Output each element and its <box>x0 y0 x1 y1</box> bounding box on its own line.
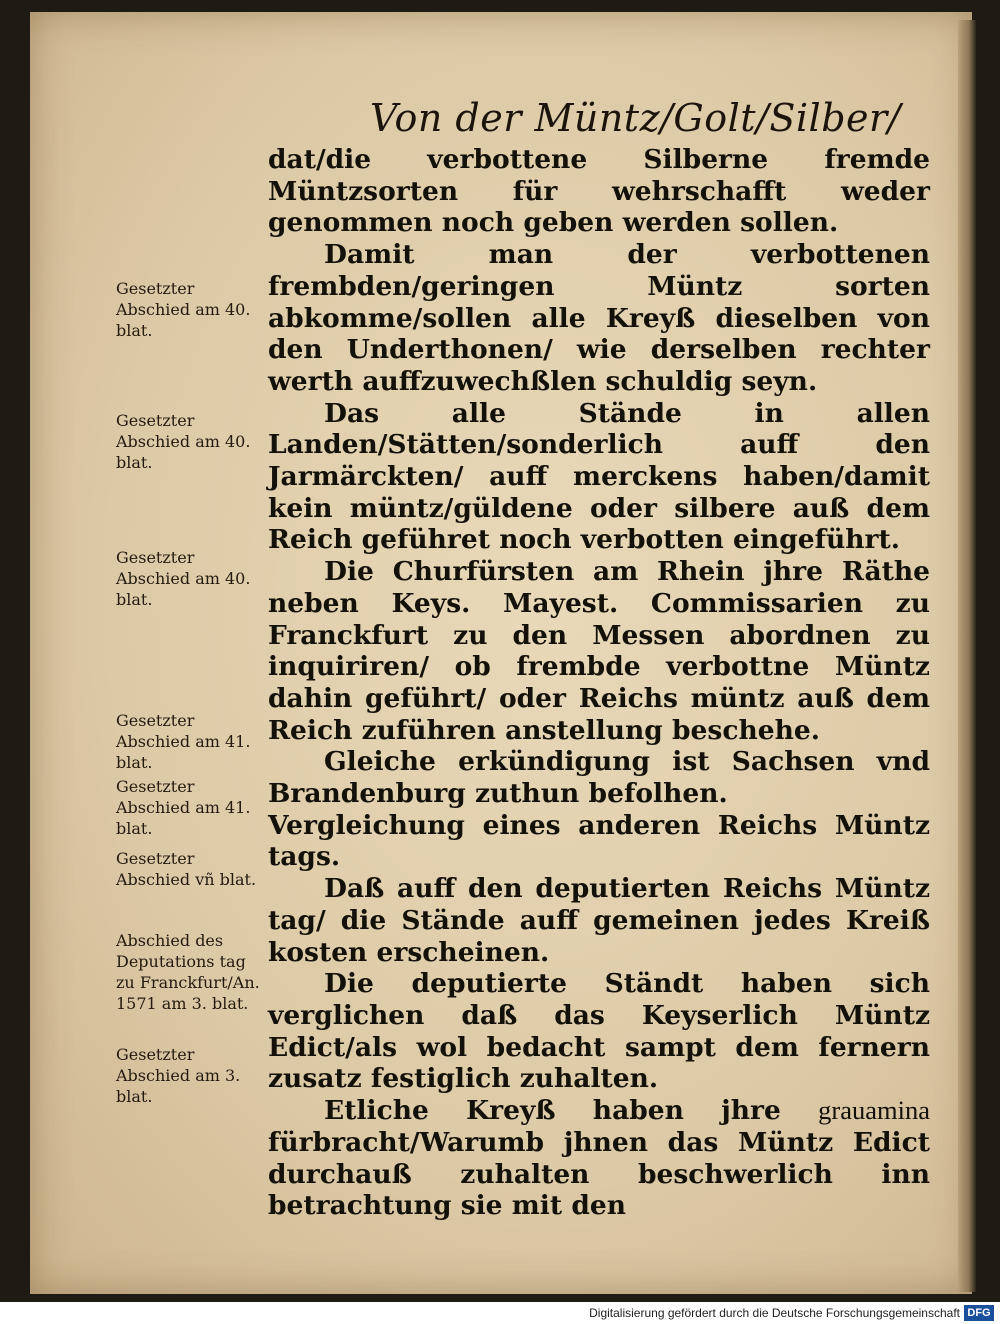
paragraph: Das alle Stände in allen Landen/Stätten/sonderlich auff den Jarmärckten/ auff merckens haben/damit kein müntz/güldene oder silbere auß dem Reich geführet noch verbotten eingeführt. <box>268 397 930 556</box>
margin-note: Gesetzter Abschied am 40. blat. <box>116 411 251 472</box>
paragraph-text: fürbracht/Warumb jhnen das Müntz Edict durchauß zuhalten beschwerlich inn betrachtung sie mit den <box>268 1126 930 1222</box>
margin-note: Gesetzter Abschied am 41. blat. <box>116 777 251 838</box>
funding-credit: Digitalisierung gefördert durch die Deutsche Forschungsgemeinschaft <box>589 1306 960 1320</box>
paragraph: Die Churfürsten am Rhein jhre Räthe neben Keys. Mayest. Commissarien zu Franckfurt zu den Messen abordnen zu inquiriren/ ob frembde verbottne Müntz dahin geführt/ oder Reichs müntz auß dem Reich zuführen anstellung beschehe. <box>268 556 930 746</box>
paragraph: Daß auff den deputierten Reichs Müntz tag/ die Stände auff gemeinen jedes Kreiß kosten erscheinen. <box>268 873 930 968</box>
paragraph: dat/die verbottene Silberne fremde Müntzsorten für wehrschafft weder genommen noch geben werden sollen. <box>268 144 930 239</box>
margin-note: Gesetzter Abschied vñ blat. <box>116 849 257 889</box>
paragraph <box>268 1095 930 1222</box>
footer-bar <box>0 1302 1000 1324</box>
paragraph-text: Etliche Kreyß haben jhre <box>324 1095 819 1127</box>
margin-note: Gesetzter Abschied am 40. blat. <box>116 548 251 609</box>
page-edge <box>958 20 976 1292</box>
margin-note: Gesetzter Abschied am 3. blat. <box>116 1045 241 1106</box>
paragraph: Vergleichung eines anderen Reichs Müntz tags. <box>268 809 930 873</box>
dfg-logo: DFG <box>964 1305 994 1321</box>
margin-note: Gesetzter Abschied am 40. blat. <box>116 279 251 340</box>
main-text-block <box>268 144 930 1222</box>
running-header: Von der Müntz/Golt/Silber/ <box>370 96 901 140</box>
paragraph: Die deputierte Ständt haben sich verglichen daß das Keyserlich Müntz Edict/als wol bedacht sampt dem fernern zusatz festiglich zuhalten. <box>268 968 930 1095</box>
latin-term: grauamina <box>818 1095 930 1126</box>
paragraph: Damit man der verbottenen frembden/geringen Müntz sorten abkomme/sollen alle Kreyß dieselben von den Underthonen/ wie derselben rechter werth auffzuwechßlen schuldig seyn. <box>268 239 930 397</box>
paragraph: Gleiche erkündigung ist Sachsen vnd Brandenburg zuthun befolhen. <box>268 746 930 810</box>
margin-note: Abschied des Deputations tag zu Franckfurt/An. 1571 am 3. blat. <box>116 931 260 1013</box>
margin-note: Gesetzter Abschied am 41. blat. <box>116 711 251 772</box>
